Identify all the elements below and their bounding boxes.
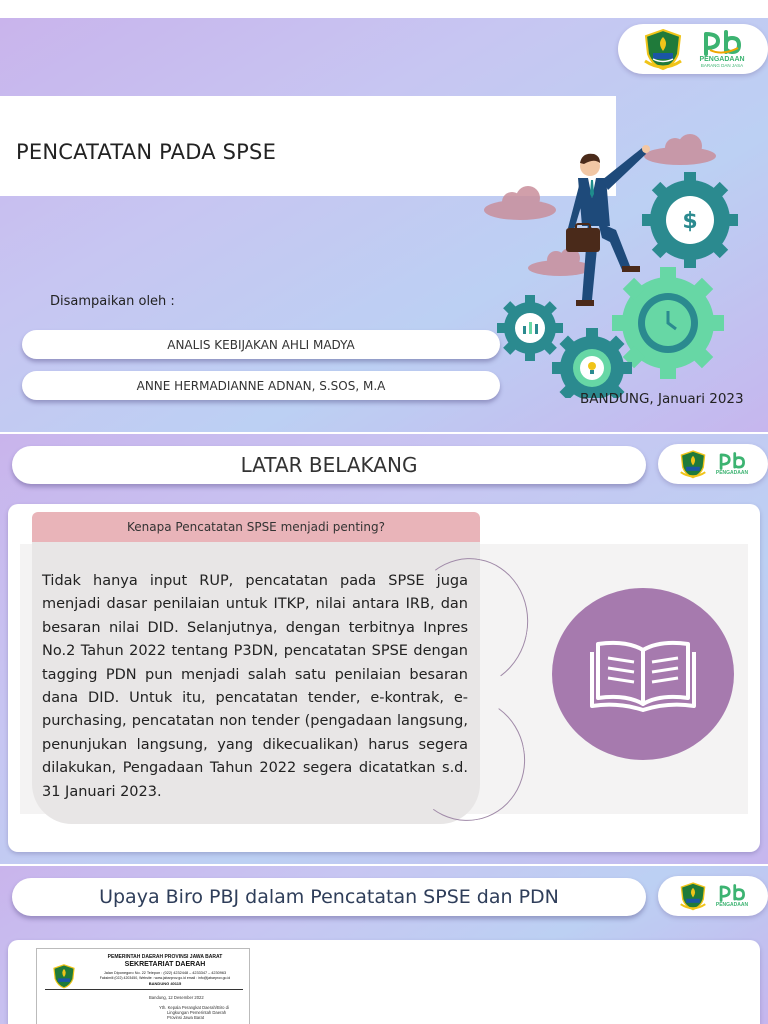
letter-recipient: Yth. Kepala Perangkat Daerah/Biro di bbox=[159, 1005, 229, 1010]
pbj-logo-text: PENGADAAN bbox=[715, 902, 749, 908]
page-title: PENCATATAN PADA SPSE bbox=[16, 140, 277, 164]
bulb-gear-icon bbox=[552, 328, 632, 398]
city-date: BANDUNG, Januari 2023 bbox=[580, 391, 744, 407]
presenter-position: ANALIS KEBIJAKAN AHLI MADYA bbox=[22, 330, 500, 359]
pbj-logo-icon bbox=[717, 884, 747, 902]
title-slide bbox=[0, 18, 768, 432]
pbj-logo bbox=[699, 30, 744, 68]
open-book-icon bbox=[588, 634, 698, 714]
growth-gears-illustration bbox=[470, 118, 768, 398]
book-badge bbox=[552, 588, 734, 760]
letter-contact: Faksimili (022) 4203450, Website : www.jabarprov.go.id email : info@jabarprov.go.id bbox=[99, 976, 231, 980]
logo-bar bbox=[618, 24, 768, 74]
letter-date: Bandung, 12 Desember 2022 bbox=[149, 995, 204, 1000]
pbj-logo-text: PENGADAAN bbox=[699, 56, 745, 63]
jabar-emblem-icon bbox=[678, 880, 708, 912]
pbj-logo-icon bbox=[700, 30, 744, 56]
jabar-emblem-icon bbox=[678, 448, 708, 480]
logo-bar bbox=[658, 876, 768, 916]
content-card bbox=[8, 504, 760, 852]
letter-recipient: Provinsi Jawa Barat bbox=[167, 1015, 205, 1020]
jabar-emblem-icon bbox=[641, 27, 685, 71]
logo-bar bbox=[658, 444, 768, 484]
letter-unit: SEKRETARIAT DAERAH bbox=[124, 961, 206, 968]
letter-address: Jalan Diponegoro No. 22 Telepon : (022) 4232448 – 4233347 – 4230963 bbox=[103, 971, 227, 975]
pbj-logo bbox=[716, 452, 748, 476]
pbj-logo bbox=[716, 884, 748, 908]
dollar-gear-icon bbox=[642, 172, 738, 268]
letter-org: PEMERINTAH DAERAH PROVINSI JAWA BARAT bbox=[107, 954, 223, 960]
body-paragraph: Tidak hanya input RUP, pencatatan pada SPSE juga menjadi dasar penilaian untuk ITKP, nilai antara IRB, dan besaran nilai DID. Selanjutnya, dengan terbitnya Inpres No.2 Tahun 2022 tentang P3DN, pencatatan SPSE dengan tagging PDN pun menjadi salah satu penilaian besaran dana DID. Untuk itu, pencatatan tender, e-kontrak, e-purchasing, pencatatan non tender (pengadaan langsung, penunjukan langsung, yang dikecualikan) harus segera dilakukan, Pengadaan Tahun 2022 segera dicatatkan s.d. 31 Januari 2023. bbox=[42, 573, 468, 800]
letter-city-code: BANDUNG 40115 bbox=[148, 981, 182, 986]
svg-text:$: $ bbox=[682, 209, 698, 234]
presenter-name: ANNE HERMADIANNE ADNAN, S.SOS, M.A bbox=[22, 371, 500, 400]
jabar-emblem-icon bbox=[51, 961, 77, 991]
pbj-logo-text: PENGADAAN bbox=[715, 470, 749, 476]
background-slide bbox=[0, 434, 768, 864]
presented-by-label: Disampaikan oleh : bbox=[50, 294, 175, 309]
chart-gear-icon bbox=[497, 295, 563, 361]
letter-divider bbox=[45, 989, 243, 990]
efforts-slide bbox=[0, 866, 768, 1024]
letter-recipient: Lingkungan Pemerintah Daerah bbox=[167, 1010, 227, 1015]
pbj-logo-subtext: BARANG DAN JASA bbox=[700, 63, 744, 68]
section-header: Upaya Biro PBJ dalam Pencatatan SPSE dan PDN bbox=[12, 878, 646, 916]
official-letter bbox=[36, 948, 250, 1024]
section-header: LATAR BELAKANG bbox=[12, 446, 646, 484]
question-tab: Kenapa Pencatatan SPSE menjadi penting? bbox=[32, 512, 480, 542]
pbj-logo-icon bbox=[717, 452, 747, 470]
